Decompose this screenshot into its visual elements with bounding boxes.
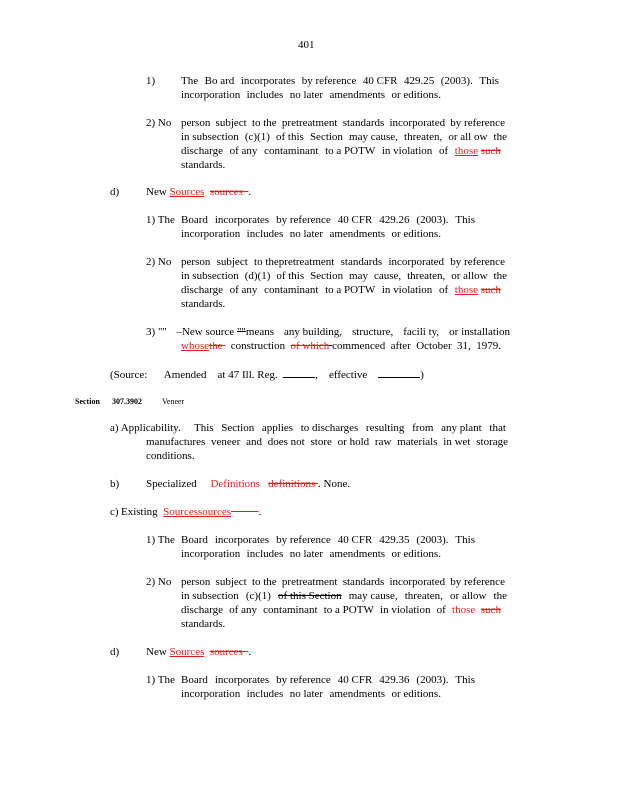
paragraph-line: discharge of any contaminant to a POTW in violation of those such (181, 145, 501, 157)
paragraph-line: This Section applies to discharges resulting from any plant that (194, 422, 506, 434)
deleted-text: sources (209, 186, 243, 198)
paragraph-line: standards. (181, 159, 226, 171)
subsection-heading: a) Applicability. (110, 422, 181, 434)
paragraph-line: conditions. (146, 450, 195, 462)
item-number: 1) The (146, 674, 175, 686)
section-title: Veneer (162, 397, 185, 406)
source-note: (Source: Amended at 47 Ill. Reg. , effective ) (110, 369, 424, 381)
paragraph-line: in subsection (c)(1) of this Section may cause, threaten, or all ow the (181, 131, 507, 143)
paragraph-line: standards. (181, 298, 226, 310)
paragraph-line: person subject to thepretreatment standards incorporated by reference (181, 256, 505, 268)
paragraph-line: discharge of any contaminant to a POTW in violation of those such (181, 604, 501, 616)
paragraph-line: whosethe construction of which commenced after October 31, 1979. (181, 340, 501, 352)
item-number: 3) (146, 326, 156, 338)
deleted-text: of which (290, 340, 330, 352)
paragraph-line: incorporation includes no later amendments or editions. (181, 688, 441, 700)
subsection-letter: d) (110, 646, 120, 658)
item-number: 1) The (146, 534, 175, 546)
subsection-letter: d) (110, 186, 120, 198)
deleted-text: of this Section (278, 590, 342, 602)
item-number: 1) (146, 75, 156, 87)
inserted-text: Sources (163, 506, 198, 518)
page-number: 401 (298, 39, 315, 51)
item-number: 2) No (146, 256, 172, 268)
deleted-text: definitions (268, 478, 316, 490)
paragraph-line: person subject to the pretreatment standards incorporated by reference (181, 576, 505, 588)
subsection-letter: b) (110, 478, 120, 490)
paragraph-line: "'' –New source ""means any building, structure, facili ty, or installation (158, 326, 510, 338)
paragraph-line: Board incorporates by reference 40 CFR 429.26 (2003). This (181, 214, 475, 226)
deleted-text: sources (209, 646, 243, 658)
inserted-text: Sources (169, 646, 205, 658)
item-number: 1) The (146, 214, 175, 226)
paragraph-line: Board incorporates by reference 40 CFR 429.35 (2003). This (181, 534, 475, 546)
deleted-text: such (480, 604, 501, 616)
paragraph-line: in subsection (d)(1) of this Section may cause, threaten, or allow the (181, 270, 507, 282)
item-number: 2) No (146, 576, 172, 588)
paragraph-line: incorporation includes no later amendments or editions. (181, 228, 441, 240)
subsection-heading: New Sources sources . (146, 186, 252, 198)
paragraph-line: discharge of any contaminant to a POTW in violation of those such (181, 284, 501, 296)
inserted-text: those (454, 284, 478, 296)
deleted-text: the (209, 340, 223, 352)
deleted-text: such (480, 145, 501, 157)
paragraph-line: in subsection (c)(1) of this Section may cause, threaten, or allow the (181, 590, 507, 602)
paragraph-line: standards. (181, 618, 226, 630)
section-number: 307.3902 (112, 397, 142, 406)
paragraph-line: The Bo ard incorporates by reference 40 CFR 429.25 (2003). This (181, 75, 499, 87)
inserted-text: Sources (169, 186, 205, 198)
paragraph-line: Board incorporates by reference 40 CFR 429.36 (2003). This (181, 674, 475, 686)
section-label: Section (75, 397, 100, 406)
subsection-heading: New Sources sources . (146, 646, 252, 658)
inserted-text: whose (181, 340, 210, 352)
paragraph-line: person subject to the pretreatment standards incorporated by reference (181, 117, 505, 129)
subsection-heading: Specialized Definitions definitions . None. (146, 478, 351, 490)
paragraph-line: incorporation includes no later amendments or editions. (181, 89, 441, 101)
item-number: 2) No (146, 117, 172, 129)
paragraph-line: manufactures veneer and does not store or hold raw materials in wet storage (146, 436, 508, 448)
deleted-text: such (480, 284, 501, 296)
inserted-text: those (454, 145, 478, 157)
subsection-heading: Existing Sourcessources . (121, 506, 262, 518)
subsection-letter: c) (110, 506, 119, 518)
deleted-text: sources (198, 506, 231, 518)
inserted-text: those (452, 604, 476, 616)
paragraph-line: incorporation includes no later amendments or editions. (181, 548, 441, 560)
inserted-text: Definitions (210, 478, 260, 490)
